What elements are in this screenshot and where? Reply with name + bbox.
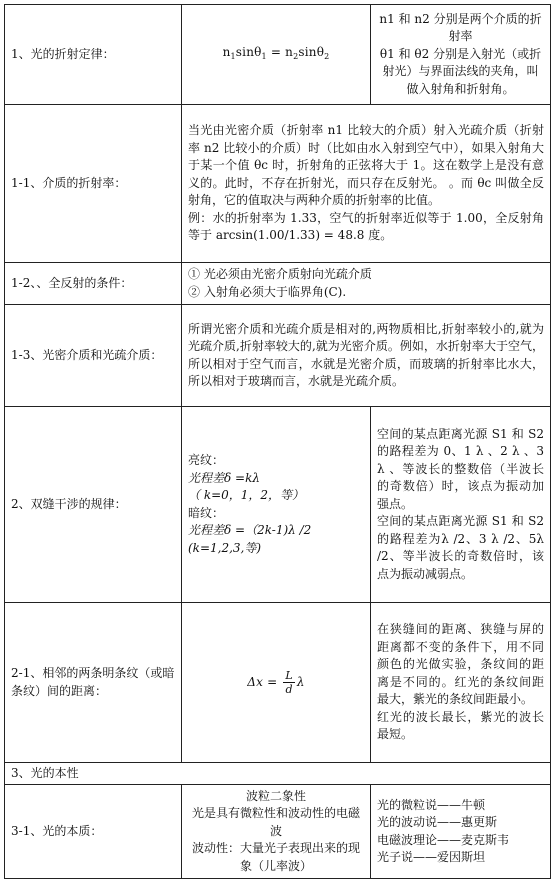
note-line: 电磁波理论——麦克斯韦 (377, 832, 510, 847)
note-line: 光子说——爱因斯坦 (377, 850, 486, 864)
section-heading (5, 763, 551, 785)
dark-fringe-title: 暗纹： (188, 505, 225, 520)
desc-example: 例：水的折射率为 1.33，空气的折射率近似等于 1.00，全反射角等于 arcsin(1.00/1.33) = 48.8 度。 (188, 210, 544, 243)
bright-fringe-formula: 光程差δ =kλ (188, 470, 260, 485)
duality-line: 波粒二象性 (245, 788, 306, 803)
row-label-text: 2-1、相邻的两条明条纹（或暗条纹）间的距离： (11, 666, 175, 698)
conditions-cell (182, 263, 551, 305)
row-label (5, 263, 182, 305)
note-line: 空间的某点距离光源 S1 和 S2 的路程差为 0、1 λ 、2 λ 、3 λ 、等波长的整数倍（半波长的奇数倍）时，该点为振动加强点。 (377, 426, 544, 511)
note-cell (371, 785, 551, 879)
row-label (5, 105, 182, 263)
description-cell (182, 305, 551, 407)
duality-line: 波动性：大量光子表现出来的现象（儿率波） (191, 841, 360, 873)
optics-summary-table (4, 4, 551, 879)
table-row (5, 5, 551, 105)
row-label (5, 785, 182, 879)
note-line: 光的波动说——惠更斯 (377, 815, 498, 829)
refraction-formula-cell (182, 5, 371, 105)
desc-paragraph: 当光由光密介质（折射率 n1 比较大的介质）射入光疏介质（折射率 n2 比较小的介质）时（比如由水入射到空气中），如果入射角大于某一个值 θc 时，折射角的正弦将大于 1。这在数学上是没有意义的。此时，不存在折射光，而只存在反射光。 。而 θc 叫做全反射角，它的值取决与两种介质的折射率的比值。 (188, 123, 544, 208)
table-row (5, 785, 551, 879)
row-label-text: 1、光的折射定律： (11, 46, 115, 61)
condition-item: ② 入射角必须大于临界角(C). (188, 284, 347, 299)
note-cell (371, 603, 551, 763)
bright-fringe-title: 亮纹： (188, 453, 225, 467)
row-label-text: 3-1、光的本质： (11, 823, 103, 838)
fringe-spacing-formula-cell (182, 603, 371, 763)
note-line: 空间的某点距离光源 S1 和 S2 的路程差为λ /2、3 λ /2、5λ /2、等半波长的奇数倍时，该点为振动减弱点。 (377, 514, 544, 581)
note-line: θ1 和 θ2 分别是入射光（或折射光）与界面法线的夹角，叫做入射角和折射角。 (379, 46, 542, 96)
note-line: 在狭缝间的距离、狭缝与屏的距离都不变的条件下，用不同颜色的光做实验，条纹间的距离是不同的。红光的条纹间距最大，紫光的条纹间距最小。 (377, 622, 544, 707)
refraction-formula: $n_1\sin\theta_1 = n_2\sin\theta_2$ (222, 44, 330, 61)
note-cell (371, 5, 551, 105)
note-line: n1 和 n2 分别是两个介质的折射率 (379, 11, 542, 44)
bright-fringe-range: （ k=0，1，2，等） (188, 488, 305, 502)
description-cell (182, 105, 551, 263)
table-row (5, 105, 551, 263)
row-label-text: 1-1、介质的折射率： (11, 175, 127, 190)
duality-line: 光是具有微粒性和波动性的电磁波 (191, 806, 360, 838)
table-row (5, 305, 551, 407)
duality-cell (182, 785, 371, 879)
row-label (5, 603, 182, 763)
row-label (5, 305, 182, 407)
interference-formula-cell (182, 407, 371, 603)
desc-paragraph: 所谓光密介质和光疏介质是相对的,两物质相比,折射率较小的,就为光疏介质,折射率较大的,就为光密介质。例如，水折射率大于空气，所以相对于空气而言，水就是光密介质，而玻璃的折射率比水大，所以相对于玻璃而言，水就是光疏介质。 (188, 321, 544, 388)
dark-fringe-formula: 光程差δ =（2k-1)λ /2 (188, 523, 312, 537)
table-row (5, 407, 551, 603)
section-heading-text: 3、光的本性 (11, 765, 79, 780)
row-label (5, 407, 182, 603)
table-row (5, 263, 551, 305)
table-row (5, 763, 551, 785)
row-label (5, 5, 182, 105)
row-label-text: 1-3、光密介质和光疏介质： (11, 347, 163, 362)
note-line: 光的微粒说——牛顿 (377, 797, 486, 812)
row-label-text: 2、双缝干涉的规律： (11, 496, 127, 511)
note-cell (371, 407, 551, 603)
dark-fringe-range: (k=1,2,3,等) (188, 540, 262, 555)
table-row (5, 603, 551, 763)
condition-item: ① 光必须由光密介质射向光疏介质 (188, 267, 372, 281)
fringe-spacing-formula: Δx = $\frac{L}{d}$ λ (247, 669, 305, 696)
row-label-text: 1-2、、全反射的条件： (11, 275, 133, 290)
note-line: 红光的波长最长，紫光的波长最短。 (377, 709, 544, 742)
